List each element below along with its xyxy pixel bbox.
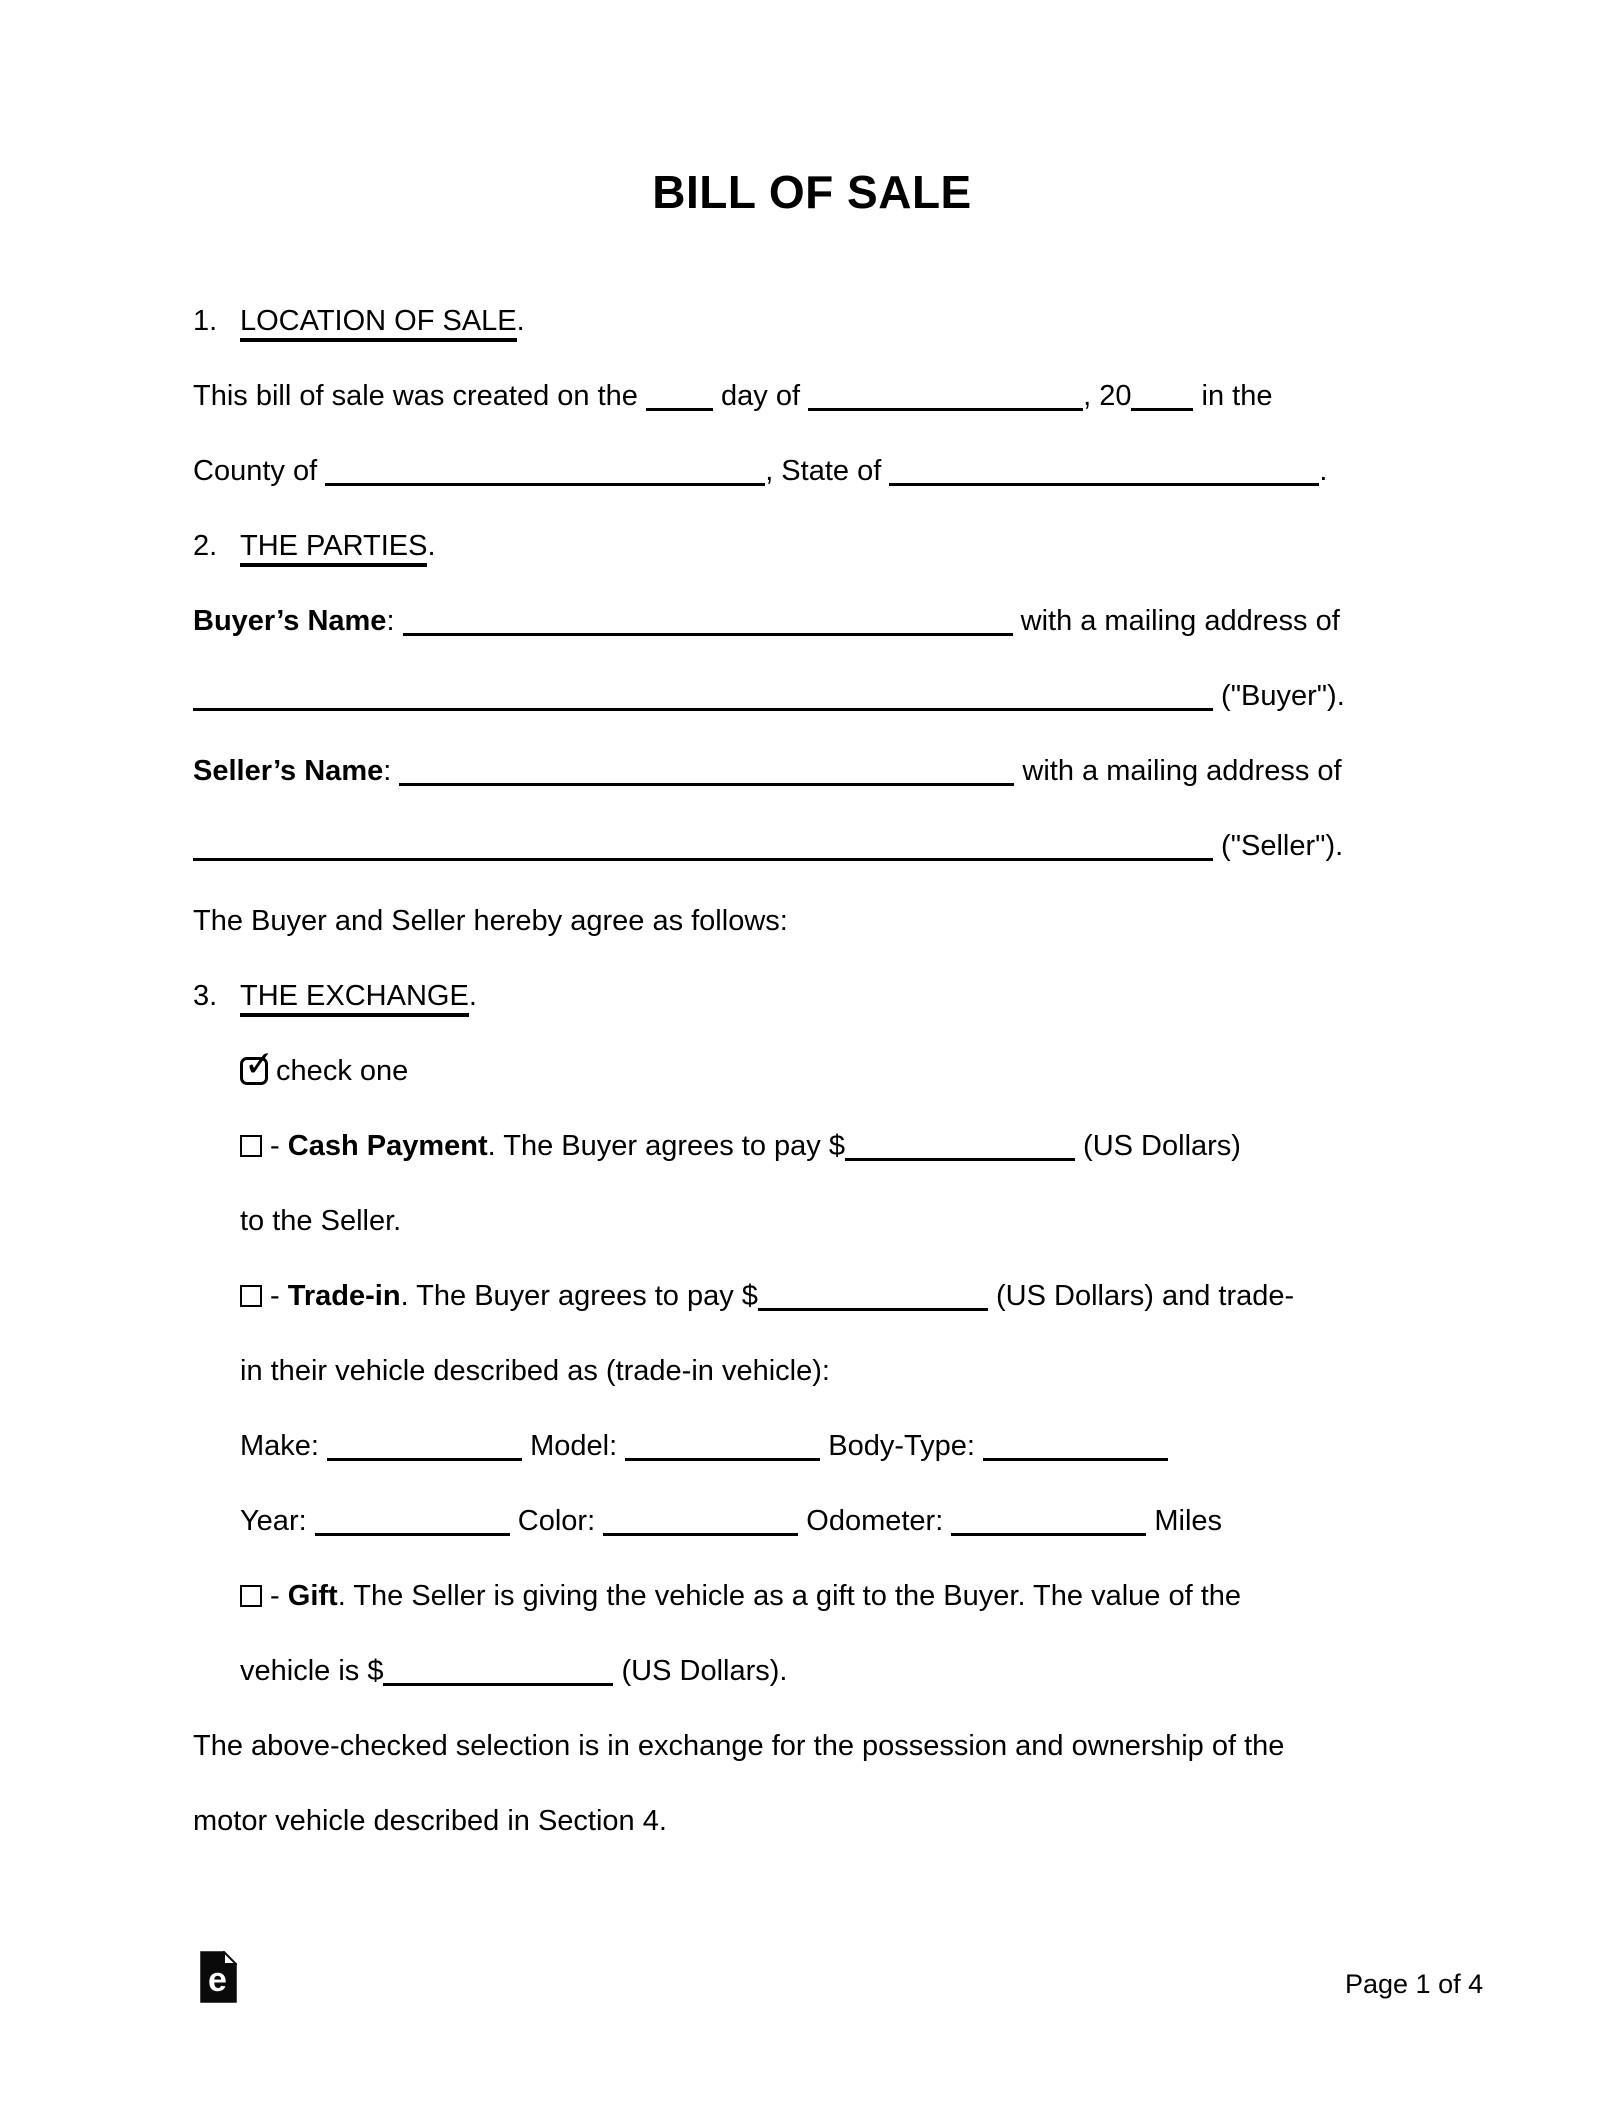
text-run: ("Buyer").: [1213, 680, 1345, 712]
day-blank[interactable]: [646, 404, 713, 411]
text-run: with a mailing address of: [1012, 605, 1340, 637]
text-run: in their vehicle described as (trade-in vehicle):: [240, 1355, 830, 1387]
text-run: (US Dollars).: [613, 1655, 788, 1687]
text-run: , 20: [1083, 380, 1132, 412]
seller-name-line: [193, 734, 1360, 809]
text-run: . The Buyer agrees to pay $: [487, 1130, 845, 1162]
odometer-blank[interactable]: [951, 1529, 1146, 1536]
location-sentence-line-2: [193, 434, 1360, 509]
trade-in-line-2: [193, 1334, 1360, 1409]
text-run: Gift: [287, 1580, 338, 1612]
buyer-name-line: [193, 584, 1360, 659]
unchecked-checkbox-icon[interactable]: [240, 1285, 262, 1307]
closing-line-2: [193, 1784, 1360, 1859]
closing-line-1: [193, 1709, 1360, 1784]
document-sheet-icon: [200, 1951, 237, 2003]
unchecked-checkbox-icon[interactable]: [240, 1135, 262, 1157]
text-run: Miles: [1146, 1505, 1223, 1537]
text-run: (US Dollars): [1075, 1130, 1241, 1162]
text-run: This bill of sale was created on the: [193, 380, 646, 412]
text-run: to the Seller.: [240, 1205, 402, 1237]
text-run: with a mailing address of: [1014, 755, 1342, 787]
text-run: :: [383, 755, 400, 787]
text-run: in the: [1193, 380, 1273, 412]
trade-amount-blank[interactable]: [758, 1304, 988, 1311]
gift-line-1: [193, 1559, 1360, 1634]
text-run: -: [262, 1580, 288, 1612]
text-run: Buyer’s Name: [193, 605, 387, 637]
buyer-address-blank[interactable]: [193, 704, 1213, 711]
heading-the-parties: [193, 509, 1360, 584]
section-3-number: 3.: [193, 980, 218, 1012]
make-blank[interactable]: [327, 1454, 522, 1461]
agreement-intro-line: [193, 884, 1360, 959]
heading-the-exchange: [193, 959, 1360, 1034]
year-blank[interactable]: [1131, 404, 1193, 411]
page-number: Page 1 of 4: [1345, 1969, 1484, 1999]
seller-address-line: [193, 809, 1360, 884]
text-run: Trade-in: [287, 1280, 401, 1312]
text-run: Odometer:: [798, 1505, 952, 1537]
logo-letter: e: [208, 1961, 227, 1999]
buyer-address-line: [193, 659, 1360, 734]
state-blank[interactable]: [889, 479, 1319, 486]
text-run: County of: [193, 455, 326, 487]
section-1-number: 1.: [193, 305, 218, 337]
document-title: BILL OF SALE: [652, 166, 972, 218]
text-run: -: [262, 1280, 288, 1312]
section-3-heading: THE EXCHANGE: [240, 980, 469, 1017]
body-type-blank[interactable]: [983, 1454, 1168, 1461]
text-run: vehicle is $: [240, 1655, 384, 1687]
text-run: Cash Payment: [287, 1130, 488, 1162]
text-run: motor vehicle described in Section 4.: [193, 1805, 667, 1837]
text-run: The Buyer and Seller hereby agree as follows:: [193, 905, 788, 937]
document-body: [193, 284, 1360, 1859]
text-run: Make:: [240, 1430, 328, 1462]
text-run: The above-checked selection is in exchange for the possession and ownership of the: [193, 1730, 1285, 1762]
text-run: .: [468, 980, 477, 1012]
county-blank[interactable]: [325, 479, 765, 486]
heading-location-of-sale: [193, 284, 1360, 359]
eforms-logo: [200, 1951, 237, 2003]
text-run: .: [516, 305, 525, 337]
check-one-line: [193, 1034, 1360, 1109]
check-mark-icon: ✓: [244, 1043, 275, 1084]
cash-payment-line-2: [193, 1184, 1360, 1259]
text-run: Body-Type:: [820, 1430, 984, 1462]
cash-amount-blank[interactable]: [845, 1154, 1075, 1161]
model-blank[interactable]: [625, 1454, 820, 1461]
text-run: .: [1319, 455, 1328, 487]
text-run: Year:: [240, 1505, 315, 1537]
gift-line-2: [193, 1634, 1360, 1709]
text-run: (US Dollars) and trade-: [987, 1280, 1295, 1312]
seller-name-blank[interactable]: [399, 779, 1014, 786]
trade-in-line-1: [193, 1259, 1360, 1334]
text-run: ("Seller").: [1213, 830, 1344, 862]
section-1-heading: LOCATION OF SALE: [240, 305, 517, 342]
text-run: day of: [712, 380, 809, 412]
text-run: .: [427, 530, 436, 562]
vehicle-make-model-body-line: [193, 1409, 1360, 1484]
month-blank[interactable]: [808, 404, 1083, 411]
seller-address-blank[interactable]: [193, 854, 1213, 861]
text-run: , State of: [765, 455, 890, 487]
text-run: -: [262, 1130, 288, 1162]
vehicle-year-color-odometer-line: [193, 1484, 1360, 1559]
checked-checkbox-icon[interactable]: [240, 1043, 275, 1085]
gift-amount-blank[interactable]: [383, 1679, 613, 1686]
vehicle-year-blank[interactable]: [315, 1529, 510, 1536]
text-run: Color:: [509, 1505, 604, 1537]
color-blank[interactable]: [603, 1529, 798, 1536]
text-run: . The Buyer agrees to pay $: [400, 1280, 758, 1312]
text-run: Seller’s Name: [193, 755, 384, 787]
section-2-number: 2.: [193, 530, 218, 562]
cash-payment-line-1: [193, 1109, 1360, 1184]
text-run: Model:: [522, 1430, 626, 1462]
text-run: . The Seller is giving the vehicle as a gift to the Buyer. The value of the: [337, 1580, 1242, 1612]
text-run: check one: [268, 1055, 409, 1087]
section-2-heading: THE PARTIES: [240, 530, 427, 567]
text-run: :: [386, 605, 403, 637]
buyer-name-blank[interactable]: [403, 629, 1013, 636]
location-sentence-line-1: [193, 359, 1360, 434]
unchecked-checkbox-icon[interactable]: [240, 1585, 262, 1607]
